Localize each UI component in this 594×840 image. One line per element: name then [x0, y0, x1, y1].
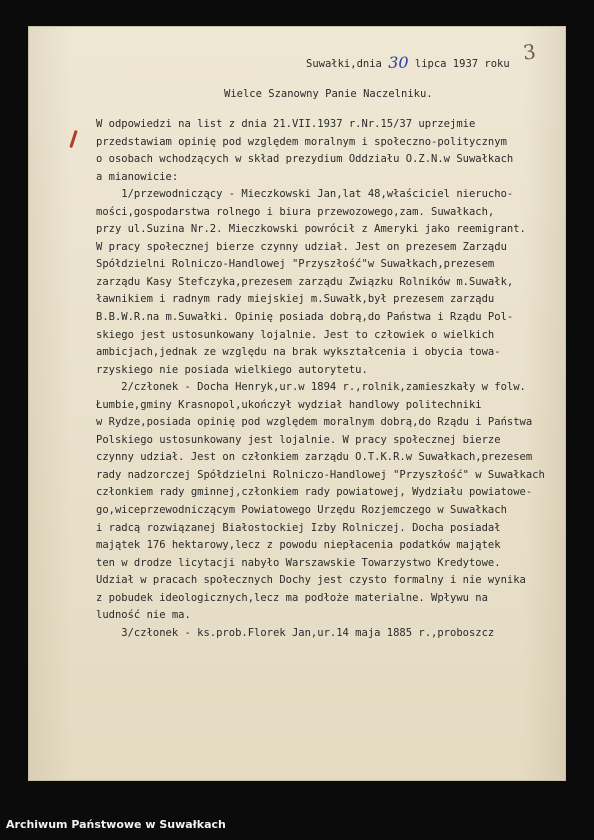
text-line: rzyskiego nie posiada wielkiego autorytetu. [96, 363, 368, 376]
text-line: a mianowicie: [96, 170, 179, 183]
text-line: i radcą rozwiązanej Białostockiej Izby Rolniczej. Docha posiadał [96, 521, 501, 534]
text-line: przedstawiam opinię pod względem moralnym i społeczno-politycznym [96, 135, 507, 148]
text-line: majątek 176 hektarowy,lecz z powodu niepłacenia podatków majątek [96, 539, 501, 552]
date-line [306, 52, 510, 71]
text-line: 3/członek - ks.prob.Florek Jan,ur.14 maja 1885 r.,proboszcz [96, 626, 495, 639]
text-line: Udział w pracach społecznych Dochy jest czysto formalny i nie wynika [96, 574, 526, 587]
date-suffix: lipca 1937 roku [408, 58, 510, 70]
text-line: Polskiego ustosunkowany jest lojalnie. W pracy społecznej bierze [96, 433, 501, 446]
text-line: ławnikiem i radnym rady miejskiej m.Suwałk,był prezesem zarządu [96, 293, 495, 306]
text-line: go,wiceprzewodniczącym Powiatowego Urzędu Rozjemczego w Suwałkach [96, 504, 507, 517]
text-line: zarządu Kasy Stefczyka,prezesem zarządu Związku Rolników m.Suwałk, [96, 275, 514, 288]
text-line: czynny udział. Jest on członkiem zarządu O.T.K.R.w Suwałkach,prezesem [96, 451, 533, 464]
text-line: w Rydze,posiada opinię pod względem moralnym dobrą,do Rządu i Państwa [96, 416, 533, 429]
archive-footer [0, 811, 594, 840]
page-number-mark: 3 [521, 39, 537, 65]
text-line: Spółdzielni Rolniczo-Handlowej "Przyszłość"w Suwałkach,prezesem [96, 258, 495, 271]
text-line: o osobach wchodzących w skład prezydium Oddziału O.Z.N.w Suwałkach [96, 153, 514, 166]
text-line: mości,gospodarstwa rolnego i biura przewozowego,zam. Suwałkach, [96, 205, 495, 218]
text-line: W odpowiedzi na list z dnia 21.VII.1937 r.Nr.15/37 uprzejmie [96, 118, 476, 130]
text-line: członkiem rady gminnej,członkiem rady powiatowej, Wydziału powiatowe- [96, 486, 533, 499]
text-line: ludność nie ma. [96, 609, 191, 622]
text-line: B.B.W.R.na m.Suwałki. Opinię posiada dobrą,do Państwa i Rządu Pol- [96, 311, 514, 324]
text-line: rady nadzorczej Spółdzielni Rolniczo-Handlowej "Przyszłość" w Suwałkach [96, 468, 545, 481]
text-line: 1/przewodniczący - Mieczkowski Jan,lat 48,właściciel nierucho- [96, 188, 514, 201]
text-line: z pobudek ideologicznych,lecz ma podłoże materialne. Wpływu na [96, 591, 488, 604]
archive-name: Archiwum Państwowe w Suwałkach [6, 818, 226, 831]
letter-body [96, 116, 548, 642]
text-line: 2/członek - Docha Henryk,ur.w 1894 r.,rolnik,zamieszkały w folw. [96, 381, 526, 394]
text-line: W pracy społecznej bierze czynny udział. Jest on prezesem Zarządu [96, 240, 507, 253]
handwritten-day: 30 [388, 53, 409, 72]
text-line: przy ul.Suzina Nr.2. Mieczkowski powrócił z Ameryki jako reemigrant. [96, 223, 526, 236]
text-line: skiego jest ustosunkowany lojalnie. Jest to człowiek o wielkich [96, 328, 495, 341]
greeting: Wielce Szanowny Panie Naczelniku. [224, 88, 433, 100]
text-line: ten w drodze licytacji nabyło Warszawskie Towarzystwo Kredytowe. [96, 556, 501, 569]
date-prefix: Suwałki,dnia [306, 58, 389, 70]
text-line: ambicjach,jednak ze względu na brak wykształcenia i obycia towa- [96, 346, 501, 359]
text-line: Łumbie,gminy Krasnopol,ukończył wydział handlowy politechniki [96, 398, 482, 411]
